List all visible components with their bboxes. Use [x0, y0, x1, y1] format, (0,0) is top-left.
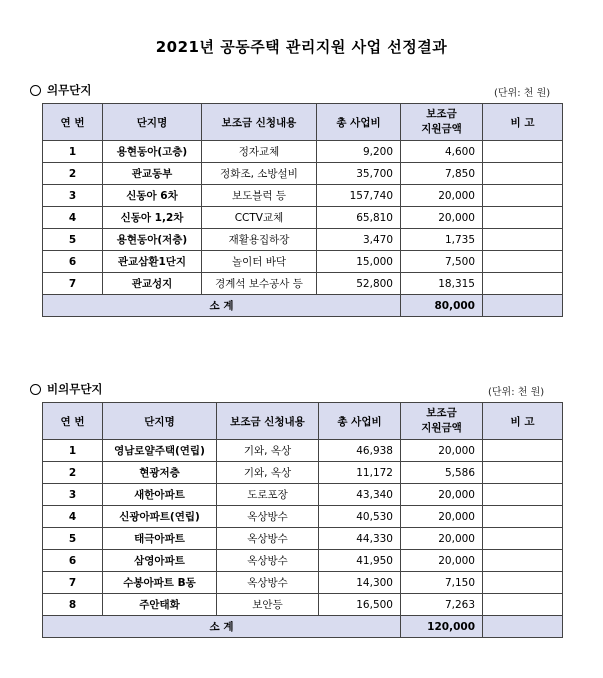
subsidy-amount-cell: 20,000: [401, 440, 483, 462]
subsidy-amount-cell: 7,263: [401, 594, 483, 616]
complex-name-cell: 수봉아파트 B동: [103, 572, 217, 594]
subsidy-amount-cell: 20,000: [401, 185, 483, 207]
table-row: [43, 141, 563, 163]
subtotal-label: 소 계: [43, 295, 401, 317]
subsidy-amount-cell: 5,586: [401, 462, 483, 484]
request-content-cell: 기와, 옥상: [217, 462, 319, 484]
table-row: [43, 251, 563, 273]
complex-name-cell: 신광아파트(연립): [103, 506, 217, 528]
table-row: [43, 185, 563, 207]
header-name: 단지명: [103, 403, 217, 440]
total-cost-cell: 46,938: [319, 440, 401, 462]
total-cost-cell: 43,340: [319, 484, 401, 506]
complex-name-cell: 태극아파트: [103, 528, 217, 550]
row-number-cell: 1: [43, 440, 103, 462]
circle-bullet-icon: [30, 384, 41, 395]
remarks-cell: [483, 506, 563, 528]
complex-name-cell: 새한아파트: [103, 484, 217, 506]
subtotal-remarks: [483, 295, 563, 317]
subtotal-row: [43, 295, 563, 317]
remarks-cell: [483, 462, 563, 484]
unit-label: (단위: 천 원): [488, 387, 545, 398]
subsidy-amount-cell: 1,735: [401, 229, 483, 251]
header-total-cost: 총 사업비: [317, 104, 401, 141]
subtotal-label: 소 계: [43, 616, 401, 638]
remarks-cell: [483, 229, 563, 251]
total-cost-cell: 65,810: [317, 207, 401, 229]
row-number-cell: 6: [43, 251, 103, 273]
table-row: [43, 550, 563, 572]
total-cost-cell: 3,470: [317, 229, 401, 251]
section-title: 비의무단지: [47, 382, 103, 396]
table-row: [43, 528, 563, 550]
complex-name-cell: 주안태화: [103, 594, 217, 616]
total-cost-cell: 11,172: [319, 462, 401, 484]
complex-name-cell: 신동아 6차: [103, 185, 202, 207]
complex-name-cell: 관교삼환1단지: [103, 251, 202, 273]
header-content: 보조금 신청내용: [202, 104, 317, 141]
subsidy-amount-cell: 20,000: [401, 506, 483, 528]
total-cost-cell: 52,800: [317, 273, 401, 295]
subtotal-subsidy: 120,000: [401, 616, 483, 638]
request-content-cell: CCTV교체: [202, 207, 317, 229]
subsidy-amount-cell: 4,600: [401, 141, 483, 163]
complex-name-cell: 관교성지: [103, 273, 202, 295]
request-content-cell: 재활용집하장: [202, 229, 317, 251]
subtotal-row: [43, 616, 563, 638]
complex-name-cell: 삼영아파트: [103, 550, 217, 572]
total-cost-cell: 9,200: [317, 141, 401, 163]
header-no: 연 번: [43, 104, 103, 141]
subsidy-amount-cell: 20,000: [401, 207, 483, 229]
request-content-cell: 옥상방수: [217, 506, 319, 528]
total-cost-cell: 40,530: [319, 506, 401, 528]
complex-name-cell: 용현동아(고층): [103, 141, 202, 163]
section-title: 의무단지: [47, 83, 92, 97]
row-number-cell: 5: [43, 528, 103, 550]
section-heading-non-mandatory: [30, 381, 103, 397]
subsidy-amount-cell: 20,000: [401, 484, 483, 506]
total-cost-cell: 35,700: [317, 163, 401, 185]
table-row: [43, 273, 563, 295]
remarks-cell: [483, 185, 563, 207]
header-content: 보조금 신청내용: [217, 403, 319, 440]
remarks-cell: [483, 251, 563, 273]
remarks-cell: [483, 163, 563, 185]
request-content-cell: 옥상방수: [217, 572, 319, 594]
subsidy-amount-cell: 20,000: [401, 528, 483, 550]
complex-name-cell: 관교동부: [103, 163, 202, 185]
non-mandatory-table: [42, 402, 563, 638]
request-content-cell: 경계석 보수공사 등: [202, 273, 317, 295]
table-row: [43, 484, 563, 506]
row-number-cell: 5: [43, 229, 103, 251]
request-content-cell: 도로포장: [217, 484, 319, 506]
remarks-cell: [483, 484, 563, 506]
header-remarks: 비 고: [483, 104, 563, 141]
remarks-cell: [483, 550, 563, 572]
table-row: [43, 229, 563, 251]
table-row: [43, 594, 563, 616]
table-row: [43, 572, 563, 594]
table-row: [43, 440, 563, 462]
table-row: [43, 506, 563, 528]
total-cost-cell: 14,300: [319, 572, 401, 594]
request-content-cell: 놀이터 바닥: [202, 251, 317, 273]
remarks-cell: [483, 594, 563, 616]
row-number-cell: 1: [43, 141, 103, 163]
header-name: 단지명: [103, 104, 202, 141]
table-header-row: [43, 104, 563, 141]
request-content-cell: 보안등: [217, 594, 319, 616]
row-number-cell: 4: [43, 207, 103, 229]
remarks-cell: [483, 273, 563, 295]
remarks-cell: [483, 528, 563, 550]
subsidy-amount-cell: 20,000: [401, 550, 483, 572]
request-content-cell: 옥상방수: [217, 528, 319, 550]
row-number-cell: 2: [43, 462, 103, 484]
remarks-cell: [483, 207, 563, 229]
row-number-cell: 2: [43, 163, 103, 185]
request-content-cell: 보도블럭 등: [202, 185, 317, 207]
subsidy-amount-cell: 18,315: [401, 273, 483, 295]
section-heading-mandatory: [30, 82, 91, 98]
row-number-cell: 4: [43, 506, 103, 528]
header-remarks: 비 고: [483, 403, 563, 440]
remarks-cell: [483, 440, 563, 462]
circle-bullet-icon: [30, 85, 41, 96]
mandatory-table: [42, 103, 563, 317]
remarks-cell: [483, 572, 563, 594]
subsidy-amount-cell: 7,150: [401, 572, 483, 594]
request-content-cell: 기와, 옥상: [217, 440, 319, 462]
page-title: 2021년 공동주택 관리지원 사업 선정결과: [155, 38, 448, 56]
complex-name-cell: 신동아 1,2차: [103, 207, 202, 229]
table-row: [43, 163, 563, 185]
subsidy-amount-cell: 7,500: [401, 251, 483, 273]
request-content-cell: 옥상방수: [217, 550, 319, 572]
row-number-cell: 6: [43, 550, 103, 572]
header-total-cost: 총 사업비: [319, 403, 401, 440]
complex-name-cell: 현광저층: [103, 462, 217, 484]
total-cost-cell: 157,740: [317, 185, 401, 207]
row-number-cell: 8: [43, 594, 103, 616]
complex-name-cell: 용현동아(저층): [103, 229, 202, 251]
row-number-cell: 3: [43, 185, 103, 207]
table-row: [43, 462, 563, 484]
total-cost-cell: 41,950: [319, 550, 401, 572]
header-subsidy: 보조금 지원금액: [401, 403, 483, 440]
header-subsidy: 보조금 지원금액: [401, 104, 483, 141]
table-header-row: [43, 403, 563, 440]
subtotal-subsidy: 80,000: [401, 295, 483, 317]
subtotal-remarks: [483, 616, 563, 638]
unit-label: (단위: 천 원): [494, 88, 551, 99]
request-content-cell: 정자교체: [202, 141, 317, 163]
subsidy-amount-cell: 7,850: [401, 163, 483, 185]
row-number-cell: 3: [43, 484, 103, 506]
remarks-cell: [483, 141, 563, 163]
table-row: [43, 207, 563, 229]
row-number-cell: 7: [43, 273, 103, 295]
request-content-cell: 정화조, 소방설비: [202, 163, 317, 185]
row-number-cell: 7: [43, 572, 103, 594]
total-cost-cell: 16,500: [319, 594, 401, 616]
header-no: 연 번: [43, 403, 103, 440]
complex-name-cell: 영남로얄주택(연립): [103, 440, 217, 462]
total-cost-cell: 15,000: [317, 251, 401, 273]
total-cost-cell: 44,330: [319, 528, 401, 550]
